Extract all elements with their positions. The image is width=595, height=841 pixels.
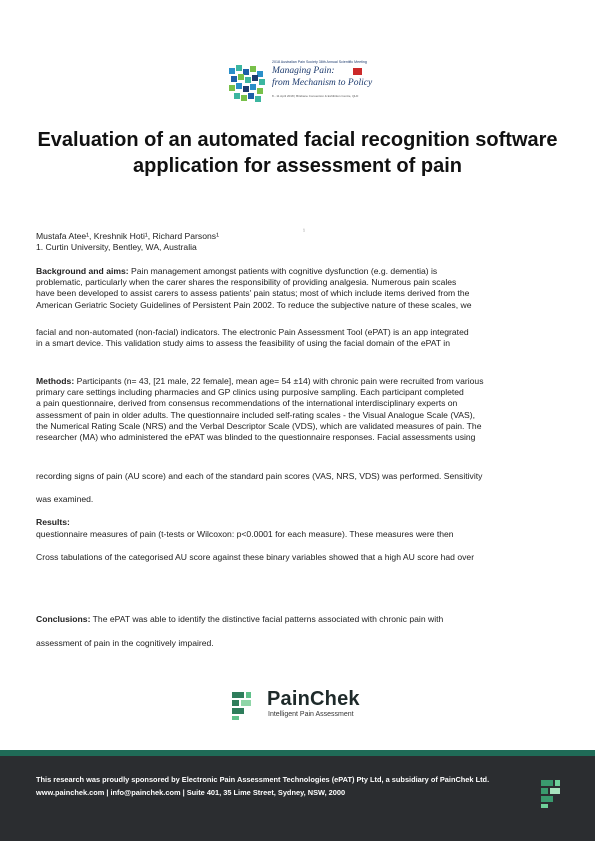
- methods-line-8: was examined.: [36, 494, 94, 504]
- results-heading: Results:: [36, 517, 70, 527]
- methods-line-5: the Numerical Rating Scale (NRS) and the Verbal Descriptor Scale (VDS), which are validated measures of pain. The: [36, 420, 482, 431]
- results-line-1: questionnaire measures of pain (t-tests or Wilcoxon: p<0.0001 for each measure). These measures were then: [36, 529, 454, 539]
- methods-line-4: assessment of pain in older adults. The questionnaire included self-rating scales - the Visual Analogue Scale (VAS),: [36, 409, 476, 420]
- affiliation: 1. Curtin University, Bentley, WA, Australia: [36, 242, 197, 252]
- background-line-1: Background and aims: Pain management amongst patients with cognitive dysfunction (e.g. dementia) is: [36, 266, 438, 276]
- background-line-2: problematic, particularly when the carer shares the responsibility of providing analgesia. Numerous pain scales: [36, 277, 457, 288]
- author-footnote-mark: ¹: [303, 229, 305, 235]
- methods-line-6: researcher (MA) who administered the ePAT was blinded to the questionnaire responses. Facial assessments using: [36, 432, 476, 443]
- methods-line-7: recording signs of pain (AU score) and each of the standard pain scores (VAS, NRS, VDS) was performed. Sensitivity: [36, 471, 483, 481]
- conclusions-heading: Conclusions:: [36, 614, 91, 624]
- page-title: Evaluation of an automated facial recognition software application for assessment of pain: [37, 129, 558, 177]
- conclusions-line-2: assessment of pain in the cognitively impaired.: [36, 638, 214, 648]
- conference-logo: [226, 58, 373, 106]
- results-line-2: Cross tabulations of the categorised AU score against these binary variables showed that a high AU score had over: [36, 552, 475, 562]
- conclusions-line-1: Conclusions: The ePAT was able to identify the distinctive facial patterns associated with chronic pain with: [36, 614, 444, 624]
- footer-contact-text: www.painchek.com | info@painchek.com | Suite 401, 35 Lime Street, Sydney, NSW, 2000: [36, 788, 346, 797]
- conference-theme-line2: from Mechanism to Policy: [272, 78, 373, 88]
- background-line-6: in a smart device. This validation study aims to assess the feasibility of using the facial domain of the ePAT in: [36, 338, 450, 349]
- conference-name: 2018 Australian Pain Society 38th Annual Scientific Meeting: [272, 60, 367, 64]
- conference-dates: 8 - 11 April 2018 | Brisbane Convention & Exhibition Centre, QLD: [272, 94, 359, 98]
- footer-sponsor-text: This research was proudly sponsored by Electronic Pain Assessment Technologies (ePAT) Pty Ltd, a subsidiary of PainChek Ltd.: [36, 775, 490, 784]
- background-line-4: American Geriatric Society Guidelines of Persistent Pain 2002. To reduce the subjective nature of these scales, we: [36, 299, 472, 310]
- authors: Mustafa Atee¹, Kreshnik Hoti¹, Richard Parsons¹: [36, 231, 219, 241]
- flag-icon: [353, 68, 362, 75]
- conference-theme-line1: Managing Pain:: [272, 66, 335, 76]
- brand-name: PainChek: [267, 688, 360, 710]
- methods-line-3: a pain questionnaire, derived from consensus recommendations of the international interdisciplinary experts on: [36, 398, 458, 409]
- background-line-5: facial and non-automated (non-facial) indicators. The electronic Pain Assessment Tool (ePAT) is an app integrated: [36, 327, 469, 337]
- brand-tagline: Intelligent Pain Assessment: [268, 711, 354, 718]
- methods-heading: Methods:: [36, 376, 75, 386]
- background-section-continued: [36, 327, 469, 349]
- footer-painchek-icon: [539, 778, 569, 808]
- background-heading: Background and aims:: [36, 266, 129, 276]
- background-line-3: have been developed to assist carers to assess patients' pain status; most of which include items derived from the: [36, 288, 470, 299]
- methods-section: [36, 376, 484, 443]
- painchek-logo-icon: [230, 690, 260, 720]
- methods-line-2: primary care settings including pharmacies and GP clinics using purposive sampling. Each participant completed: [36, 387, 464, 398]
- background-section: [36, 266, 472, 311]
- conference-logo-icon: [226, 62, 268, 104]
- painchek-logo: [230, 688, 380, 724]
- footer: [0, 756, 595, 841]
- methods-line-1: Methods: Participants (n= 43, [21 male, 22 female], mean age= 54 ±14) with chronic pain were recruited from various: [36, 376, 484, 386]
